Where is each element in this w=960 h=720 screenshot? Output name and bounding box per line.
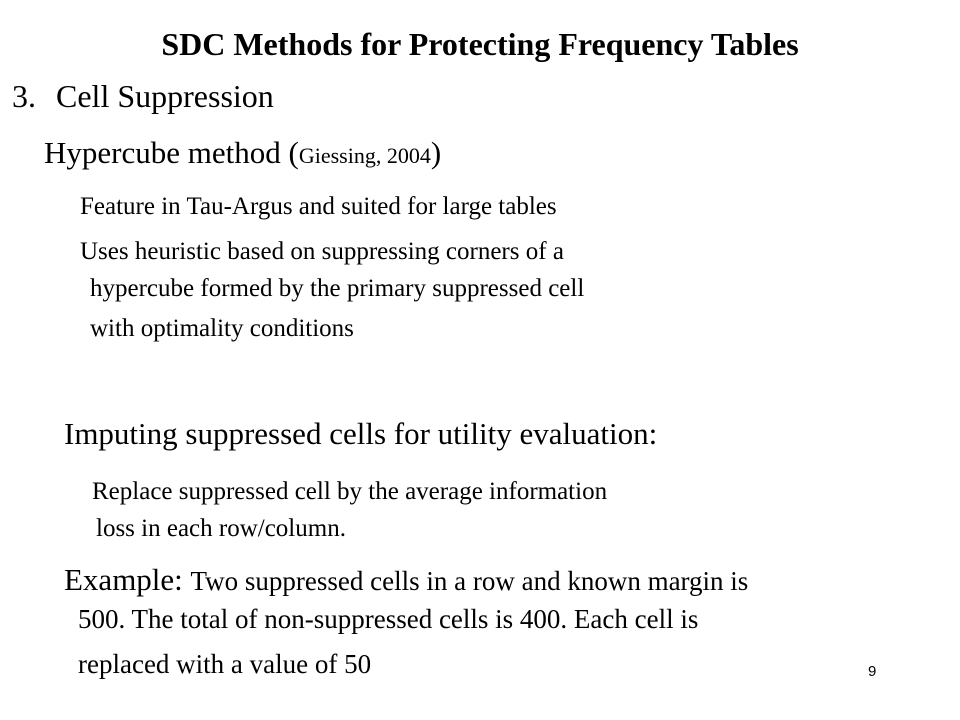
- section-heading: [12, 80, 274, 112]
- section-number: 3.: [12, 78, 36, 114]
- method-close-paren: ): [430, 135, 442, 170]
- slide-title: SDC Methods for Protecting Frequency Tables: [161, 26, 799, 62]
- replace-line-2: loss in each row/column.: [96, 515, 346, 542]
- example-text-1: Two suppressed cells in a row and known margin is: [190, 566, 749, 596]
- uses-line-3: with optimality conditions: [90, 315, 354, 342]
- example-line-3: replaced with a value of 50: [78, 649, 372, 679]
- feature-text: Feature in Tau-Argus and suited for large tables: [80, 193, 557, 220]
- method-name: Hypercube method: [44, 135, 281, 170]
- page-number: 9: [868, 663, 877, 680]
- example-label: Example:: [64, 562, 183, 597]
- section-title: Cell Suppression: [56, 78, 274, 114]
- example-line-1: [64, 564, 748, 595]
- replace-line-1: Replace suppressed cell by the average information: [92, 478, 608, 505]
- method-citation: Giessing, 2004: [298, 143, 431, 168]
- method-heading: [44, 137, 441, 168]
- method-open-paren: (: [288, 135, 299, 170]
- uses-line-1: Uses heuristic based on suppressing corners of a: [80, 238, 564, 265]
- imputing-heading: Imputing suppressed cells for utility evaluation:: [64, 416, 658, 451]
- uses-line-2: hypercube formed by the primary suppressed cell: [90, 275, 585, 302]
- example-line-2: 500. The total of non-suppressed cells is 400. Each cell is: [78, 604, 699, 634]
